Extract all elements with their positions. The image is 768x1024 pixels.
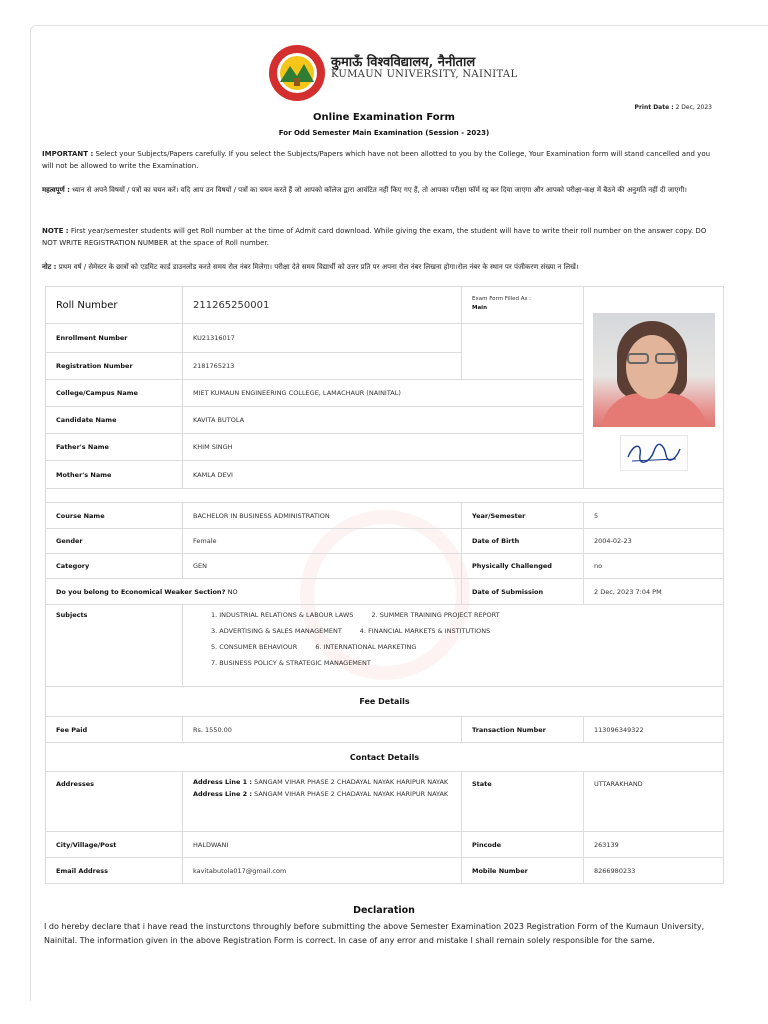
dob-label: Date of Birth <box>462 529 584 554</box>
mother-name-label: Mother's Name <box>46 461 183 489</box>
pincode-value: 263139 <box>584 832 724 858</box>
pincode-label: Pincode <box>462 832 584 858</box>
fee-details-heading: Fee Details <box>46 687 724 717</box>
table-row <box>46 772 724 832</box>
important-notice-hindi: महत्वपूर्ण : ध्यान से अपने विषयों / पत्रों का चयन करें। यदि आप उन विषयों / पत्रों का चयन करते हैं जो आपको कॉलेज द्वारा आवंटित नहीं किए गए हैं, तो आपका परीक्षा फॉर्म रद्द कर दिया जाएगा और आपको परीक्षा-कक्ष में बैठने की अनुमति नहीं दी जाएगी। <box>42 186 687 194</box>
enrollment-value: KU21316017 <box>183 324 462 353</box>
ews-row <box>46 579 462 605</box>
father-name-value: KHIM SINGH <box>183 434 584 461</box>
subject-item: 7. BUSINESS POLICY & STRATEGIC MANAGEMENT <box>211 659 371 667</box>
gender-value: Female <box>183 529 462 554</box>
registration-table <box>45 286 724 884</box>
state-label: State <box>462 772 584 832</box>
subject-item: 3. ADVERTISING & SALES MANAGEMENT <box>211 627 342 635</box>
transaction-number-label: Transaction Number <box>462 717 584 743</box>
candidate-name-value: KAVITA BUTOLA <box>183 407 584 434</box>
subject-item: 5. CONSUMER BEHAVIOUR <box>211 643 298 651</box>
email-value: kavitabutola017@gmail.com <box>183 858 462 884</box>
table-row <box>46 287 724 324</box>
university-name-hindi: कुमाऊँ विश्वविद्यालय, नैनीताल <box>331 55 476 70</box>
form-subtitle: For Odd Semester Main Examination (Session - 2023) <box>278 129 490 137</box>
table-row <box>46 503 724 529</box>
table-row <box>46 832 724 858</box>
print-date: Print Date : 2 Dec, 2023 <box>634 104 712 111</box>
declaration-text: I do hereby declare that i have read the insturctons throughly before submitting the above Semester Examination 2023 Registration Form of the Kumaun University, Nainital. The information given in the above Registration Form is correct. In case of any error and mistake I shall remain solely responsible for the same. <box>44 922 705 945</box>
table-row <box>46 579 724 605</box>
email-label: Email Address <box>46 858 183 884</box>
candidate-photo <box>593 313 715 427</box>
table-row <box>46 554 724 579</box>
physically-challenged-label: Physically Challenged <box>462 554 584 579</box>
physically-challenged-value: no <box>584 554 724 579</box>
table-row <box>46 858 724 884</box>
table-row <box>46 605 724 687</box>
photo-signature-cell <box>584 287 724 489</box>
city-label: City/Village/Post <box>46 832 183 858</box>
roll-number-label: Roll Number <box>46 287 183 324</box>
addresses-label: Addresses <box>46 772 183 832</box>
declaration-heading: Declaration <box>353 905 415 916</box>
mobile-label: Mobile Number <box>462 858 584 884</box>
ews-label: Do you belong to Economical Weaker Section? <box>56 587 226 596</box>
father-name-label: Father's Name <box>46 434 183 461</box>
subject-item: 6. INTERNATIONAL MARKETING <box>315 643 417 651</box>
registration-label: Registration Number <box>46 353 183 380</box>
submission-date-label: Date of Submission <box>462 579 584 605</box>
fee-paid-value: Rs. 1550.00 <box>183 717 462 743</box>
table-row <box>46 687 724 717</box>
note-notice: NOTE : First year/semester students will get Roll number at the time of Admit card download. While giving the exam, the student will have to write their roll number on the answer copy. DO NOT WRITE REGISTRATION NUMBER at the space of Roll number. <box>42 227 707 247</box>
city-value: HALDWANI <box>183 832 462 858</box>
college-label: College/Campus Name <box>46 380 183 407</box>
category-value: GEN <box>183 554 462 579</box>
candidate-name-label: Candidate Name <box>46 407 183 434</box>
mother-name-value: KAMLA DEVI <box>183 461 584 489</box>
transaction-number-value: 113096349322 <box>584 717 724 743</box>
subjects-label: Subjects <box>46 605 183 687</box>
category-label: Category <box>46 554 183 579</box>
university-seal-icon <box>268 44 326 102</box>
state-value: UTTARAKHAND <box>584 772 724 832</box>
registration-value: 2181765213 <box>183 353 462 380</box>
roll-number-value: 211265250001 <box>183 287 462 324</box>
table-row <box>46 717 724 743</box>
form-title: Online Examination Form <box>313 112 455 123</box>
fee-paid-label: Fee Paid <box>46 717 183 743</box>
exam-form-filled-as: Exam Form Filled As : Main <box>462 287 584 324</box>
course-label: Course Name <box>46 503 183 529</box>
submission-date-value: 2 Dec, 2023 7:04 PM <box>584 579 724 605</box>
contact-details-heading: Contact Details <box>46 743 724 772</box>
year-semester-value: 5 <box>584 503 724 529</box>
spacer-row <box>46 489 724 503</box>
addresses-value: Address Line 1 : SANGAM VIHAR PHASE 2 CHADAYAL NAYAK HARIPUR NAYAK Address Line 2 : SANGAM VIHAR PHASE 2 CHADAYAL NAYAK HARIPUR NAYAK <box>183 772 462 832</box>
enrollment-label: Enrollment Number <box>46 324 183 353</box>
college-value: MIET KUMAUN ENGINEERING COLLEGE, LAMACHAUR (NAINITAL) <box>183 380 584 407</box>
table-row <box>46 743 724 772</box>
gender-label: Gender <box>46 529 183 554</box>
important-notice: IMPORTANT : Select your Subjects/Papers carefully. If you select the Subjects/Papers which have not been allotted to you by the College, Your Examination form will stand cancelled and you will not be allowed to write the Examination. <box>42 150 711 170</box>
subjects-list <box>183 605 724 687</box>
mobile-value: 8266980233 <box>584 858 724 884</box>
course-value: BACHELOR IN BUSINESS ADMINISTRATION <box>183 503 462 529</box>
year-semester-label: Year/Semester <box>462 503 584 529</box>
note-notice-hindi: नोट : प्रथम वर्ष / सेमेस्टर के छात्रों को एडमिट कार्ड डाउनलोड करते समय रोल नंबर मिलेगा। परीक्षा देते समय विद्यार्थी को उत्तर प्रति पर अपना रोल नंबर लिखना होगा।रोल नंबर के स्थान पर पंजीकरण संख्या न लिखें। <box>42 263 579 271</box>
signature-icon <box>620 435 688 471</box>
university-name-english: KUMAUN UNIVERSITY, NAINITAL <box>331 69 518 80</box>
dob-value: 2004-02-23 <box>584 529 724 554</box>
table-row <box>46 529 724 554</box>
ews-value: NO <box>227 587 238 596</box>
subject-item: 4. FINANCIAL MARKETS & INSTITUTIONS <box>359 627 491 635</box>
subject-item: 2. SUMMER TRAINING PROJECT REPORT <box>371 611 500 619</box>
subject-item: 1. INDUSTRIAL RELATIONS & LABOUR LAWS <box>211 611 354 619</box>
